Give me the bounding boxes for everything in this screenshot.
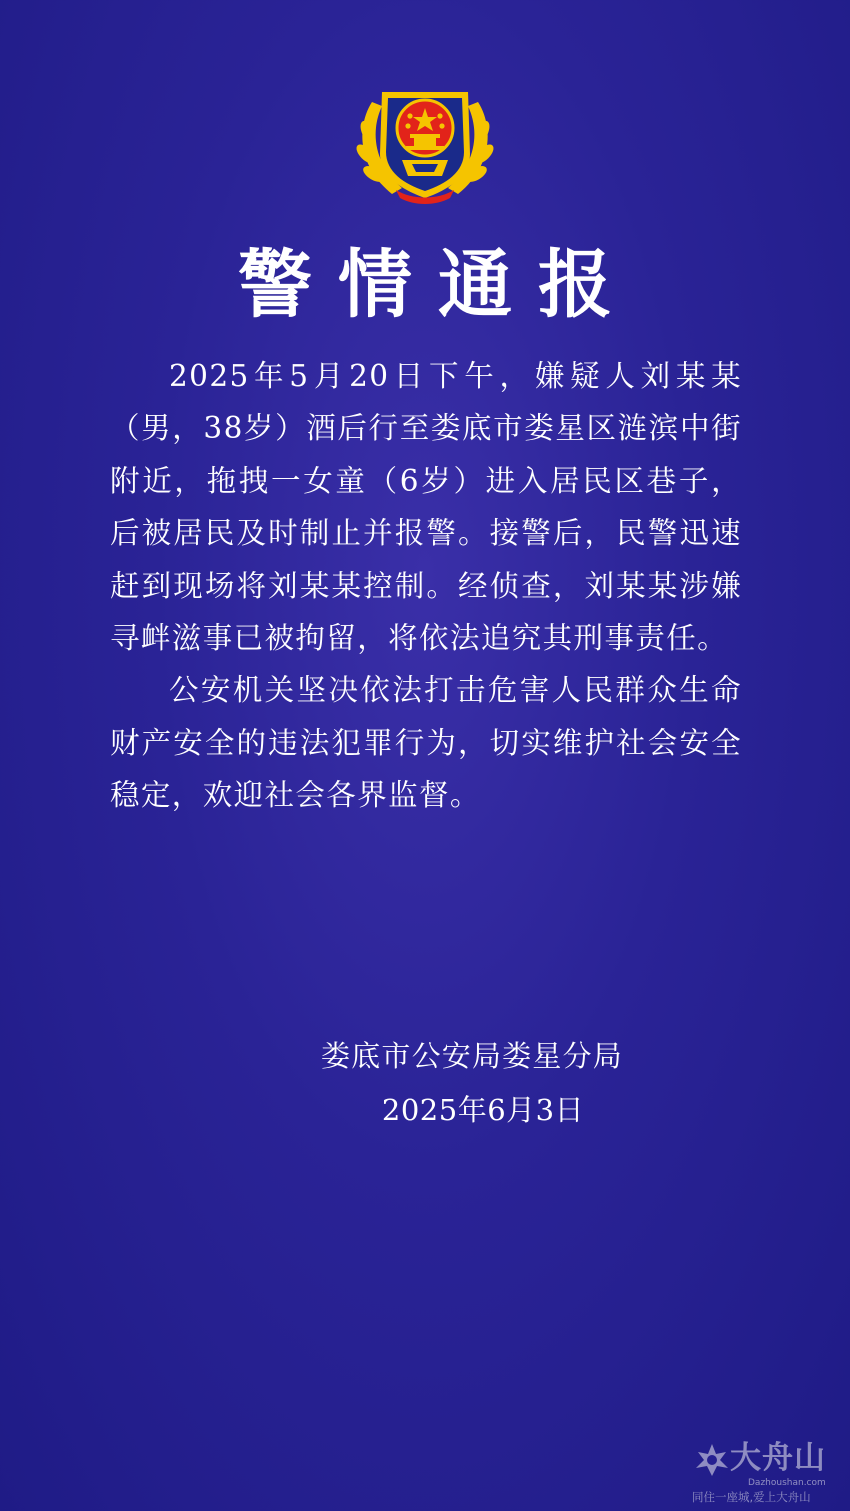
police-emblem-icon	[352, 72, 498, 212]
notice-paragraph-1: 2025年5月20日下午，嫌疑人刘某某（男，38岁）酒后行至娄底市娄星区涟滨中街附近，拖拽一女童（6岁）进入居民区巷子，后被居民及时制止并报警。接警后，民警迅速赶到现场将刘某某控制。经侦查，刘某某涉嫌寻衅滋事已被拘留，将依法追究其刑事责任。	[110, 359, 742, 656]
notice-paragraph-2: 公安机关坚决依法打击危害人民群众生命财产安全的违法犯罪行为，切实维护社会安全稳定，欢迎社会各界监督。	[110, 673, 742, 813]
watermark	[684, 1440, 840, 1506]
signer-organization: 娄底市公安局娄星分局	[320, 1039, 623, 1073]
watermark-slogan: 同住一座城,爱上大舟山	[692, 1490, 811, 1504]
watermark-domain: Dazhoushan.com	[748, 1478, 826, 1488]
notice-date: 2025年6月3日	[381, 1093, 585, 1127]
dazhoushan-logo-icon	[692, 1440, 732, 1480]
notice-body	[110, 350, 742, 822]
watermark-name: 大舟山	[730, 1440, 826, 1476]
notice-title: 警情通报	[238, 242, 638, 328]
